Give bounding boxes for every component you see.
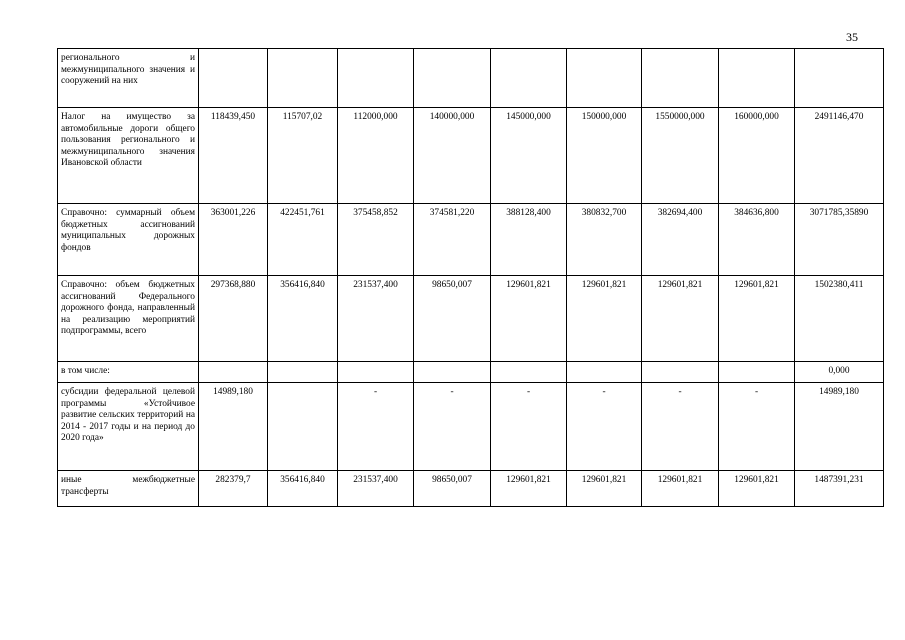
value-cell [268,383,338,471]
value-cell: 118439,450 [199,108,268,204]
value-cell: 388128,400 [491,204,567,276]
value-cell [567,49,642,108]
value-cell: 160000,000 [719,108,795,204]
table-row [58,276,884,362]
value-cell: - [719,383,795,471]
value-cell [491,49,567,108]
value-cell: - [567,383,642,471]
table-row [58,362,884,383]
value-cell: - [414,383,491,471]
value-cell: 380832,700 [567,204,642,276]
value-cell: 375458,852 [338,204,414,276]
value-cell: 129601,821 [642,471,719,507]
value-cell: 2491146,470 [795,108,884,204]
value-cell: 145000,000 [491,108,567,204]
row-label: Справочно: суммарный объем бюджетных ассигнований муниципальных дорожных фондов [58,204,199,276]
value-cell [719,362,795,383]
value-cell: 129601,821 [719,276,795,362]
value-cell: 363001,226 [199,204,268,276]
value-cell: 282379,7 [199,471,268,507]
value-cell [199,49,268,108]
value-cell: 231537,400 [338,276,414,362]
table-row [58,383,884,471]
value-cell [338,362,414,383]
value-cell: 231537,400 [338,471,414,507]
value-cell: 98650,007 [414,276,491,362]
value-cell: 129601,821 [642,276,719,362]
value-cell [567,362,642,383]
value-cell: 1550000,000 [642,108,719,204]
value-cell [414,49,491,108]
value-cell: 384636,800 [719,204,795,276]
value-cell: 129601,821 [491,471,567,507]
row-label: Налог на имущество за автомобильные дороги общего пользования регионального и межмуниципального значения Ивановской области [58,108,199,204]
value-cell: 129601,821 [719,471,795,507]
value-cell: 297368,880 [199,276,268,362]
value-cell: 129601,821 [491,276,567,362]
value-cell: 382694,400 [642,204,719,276]
table-row [58,49,884,108]
value-cell [719,49,795,108]
value-cell: 129601,821 [567,471,642,507]
row-label: Справочно: объем бюджетных ассигнований Федерального дорожного фонда, направленный на реализацию мероприятий подпрограммы, всего [58,276,199,362]
row-label: иные межбюджетные трансферты [58,471,199,507]
table-body [58,49,884,507]
budget-table [57,48,884,507]
value-cell: 129601,821 [567,276,642,362]
value-cell [414,362,491,383]
table-row [58,108,884,204]
value-cell [642,362,719,383]
value-cell: 14989,180 [795,383,884,471]
value-cell: 356416,840 [268,471,338,507]
value-cell [642,49,719,108]
value-cell [795,49,884,108]
value-cell: 374581,220 [414,204,491,276]
value-cell: 140000,000 [414,108,491,204]
value-cell [491,362,567,383]
value-cell: - [338,383,414,471]
row-label: субсидии федеральной целевой программы «Устойчивое развитие сельских территорий на 2014 - 2017 годы и на период до 2020 года» [58,383,199,471]
value-cell: 115707,02 [268,108,338,204]
value-cell [338,49,414,108]
value-cell: 150000,000 [567,108,642,204]
row-label: регионального и межмуниципального значения и сооружений на них [58,49,199,108]
value-cell: - [642,383,719,471]
page-number: 35 [846,30,858,44]
table-row [58,471,884,507]
value-cell: 0,000 [795,362,884,383]
value-cell [199,362,268,383]
value-cell: - [491,383,567,471]
table-row [58,204,884,276]
value-cell: 1502380,411 [795,276,884,362]
value-cell: 3071785,35890 [795,204,884,276]
row-label: в том числе: [58,362,199,383]
value-cell [268,49,338,108]
value-cell: 1487391,231 [795,471,884,507]
value-cell: 112000,000 [338,108,414,204]
value-cell: 356416,840 [268,276,338,362]
value-cell: 14989,180 [199,383,268,471]
value-cell: 98650,007 [414,471,491,507]
value-cell: 422451,761 [268,204,338,276]
value-cell [268,362,338,383]
